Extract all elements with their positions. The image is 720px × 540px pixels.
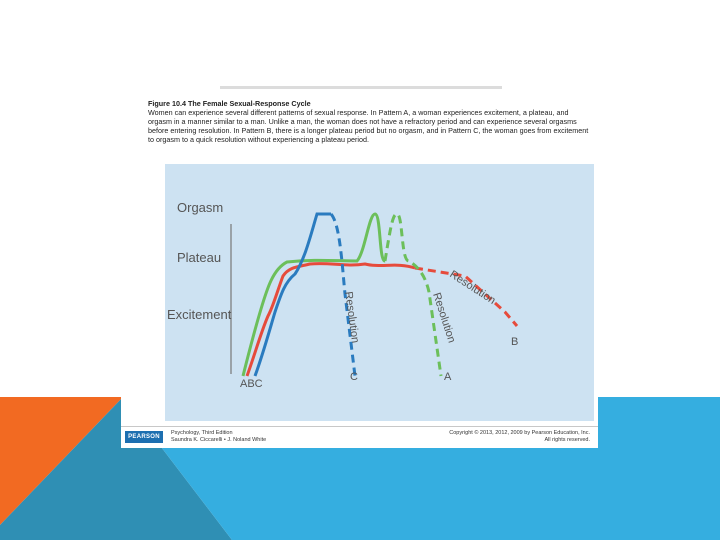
copyright bbox=[449, 430, 590, 444]
start-label-abc: ABC bbox=[240, 378, 263, 390]
figure-caption bbox=[148, 99, 593, 144]
book-title: Psychology, Third Edition bbox=[171, 430, 233, 436]
figure-caption-text: Women can experience several different patterns of sexual response. In Pattern A, a woman experiences excitement, a plateau, and orgasm in a manner similar to a man. Unlike a man, the woman does not have a refractory period and can experience several orgasms before entering resolution. In Pattern B, there is a longer plateau period but no orgasm, and in Pattern C, the woman goes from excitement to orgasm to a quick resolution without experiencing a plateau period. bbox=[148, 108, 589, 144]
end-label-a: A bbox=[444, 371, 452, 383]
phase-label-excitement: Excitement bbox=[167, 307, 232, 322]
response-cycle-diagram bbox=[165, 164, 594, 421]
book-info bbox=[171, 430, 266, 444]
phase-label-orgasm: Orgasm bbox=[177, 200, 224, 215]
textbook-figure bbox=[121, 97, 598, 447]
phase-label-plateau: Plateau bbox=[177, 250, 222, 265]
resolution-label-a: Resolution bbox=[430, 291, 458, 345]
pearson-logo: PEARSON bbox=[125, 431, 163, 443]
figure-footer bbox=[121, 426, 598, 448]
copyright-line: Copyright © 2013, 2012, 2009 by Pearson Education, Inc. bbox=[449, 430, 590, 436]
diagram-panel bbox=[165, 164, 594, 421]
end-label-b: B bbox=[511, 336, 519, 348]
book-authors: Saundra K. Ciccarelli • J. Noland White bbox=[171, 437, 267, 443]
resolution-label-b: Resolution bbox=[447, 268, 498, 307]
figure-title: Figure 10.4 The Female Sexual-Response Cycle bbox=[148, 99, 311, 108]
rights-line: All rights reserved. bbox=[544, 437, 590, 443]
end-label-c: C bbox=[350, 371, 358, 383]
resolution-label-c: Resolution bbox=[342, 290, 362, 344]
divider-line bbox=[220, 86, 502, 89]
